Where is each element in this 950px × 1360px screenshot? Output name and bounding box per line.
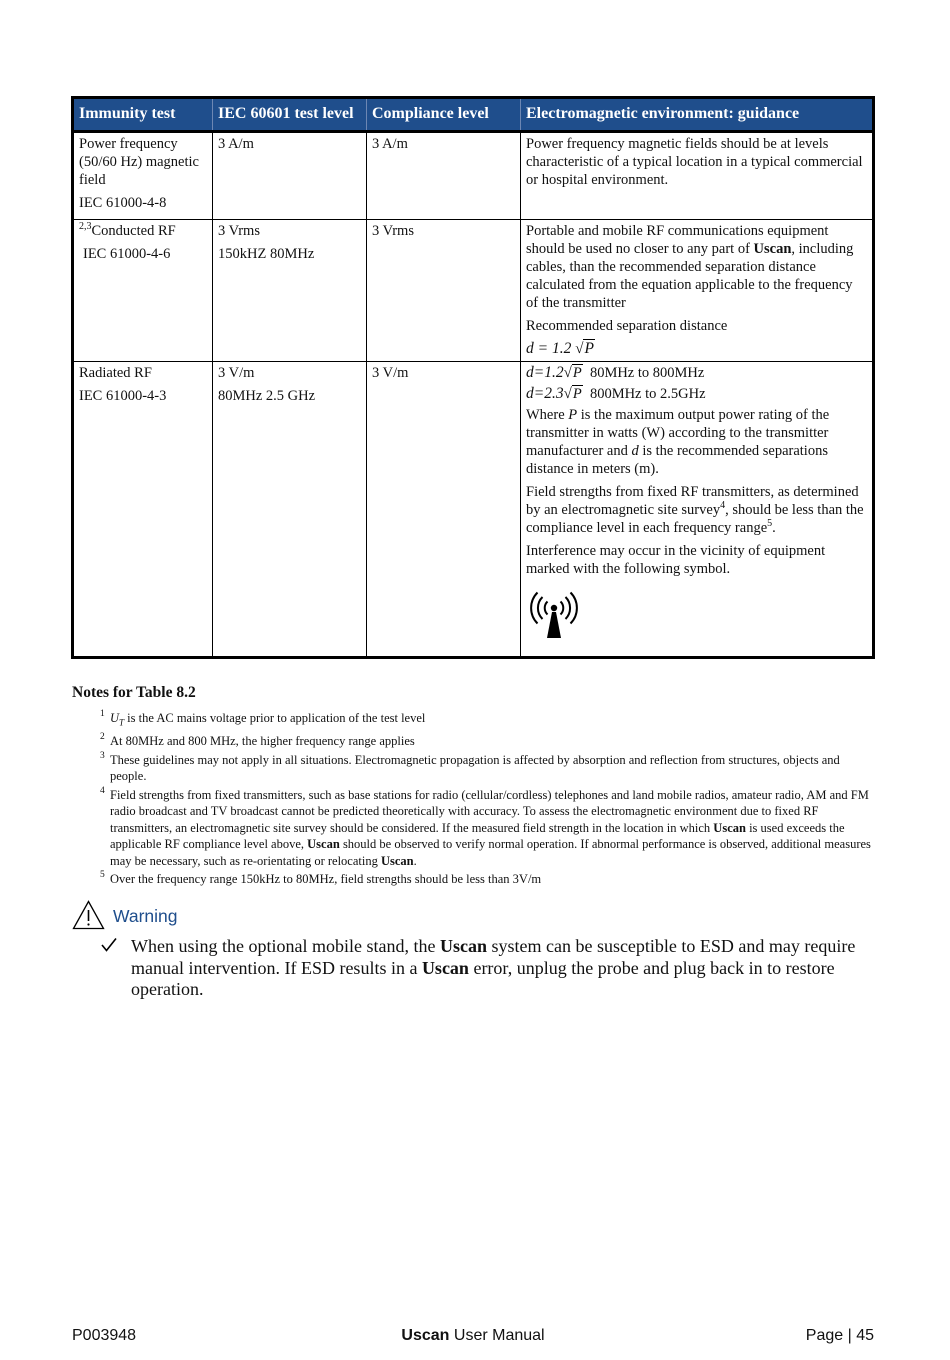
product-name: Uscan bbox=[753, 241, 792, 257]
separation-formula: d = 1.2 √P bbox=[526, 340, 594, 357]
guidance-text: Portable and mobile RF communications equipment should be used no closer to any part of Uscan, including cables, than the recommended separation distance calculated from the equation applicable to the frequency of the transmitter bbox=[526, 223, 854, 311]
note-item: 1 $U_T$ is the AC mains voltage prior to application of the test level bbox=[100, 709, 426, 728]
warning-item bbox=[100, 936, 875, 1001]
table-row bbox=[73, 362, 874, 658]
footnote-ref: 2,3 bbox=[79, 221, 92, 232]
cell-test-level bbox=[213, 220, 367, 362]
note-item: 3 These guidelines may not apply in all situations. Electromagnetic propagation is affected by absorption and reflection from structures, objects and people. bbox=[100, 750, 840, 783]
warning-heading bbox=[72, 900, 178, 930]
page-footer bbox=[72, 1327, 874, 1349]
test-frequency-range: 80MHz 2.5 GHz bbox=[218, 388, 316, 404]
warning-title: Warning bbox=[113, 905, 178, 926]
document-number: P003948 bbox=[72, 1327, 137, 1344]
field-strength-guidance: Field strengths from fixed RF transmitters, as determined by an electromagnetic site survey$^4$, should be less than the compliance level in each frequency range$^5$. bbox=[526, 484, 864, 536]
test-frequency-range: 150kHZ 80MHz bbox=[218, 246, 315, 262]
test-standard: IEC 61000-4-3 bbox=[79, 388, 167, 404]
cell-test-level bbox=[213, 362, 367, 658]
cell-immunity-test bbox=[73, 362, 213, 658]
interference-note: Interference may occur in the vicinity of equipment marked with the following symbol. bbox=[526, 543, 826, 577]
cell-guidance bbox=[521, 220, 874, 362]
cell-guidance bbox=[521, 362, 874, 658]
cell-immunity-test bbox=[73, 132, 213, 220]
compliance-level: 3 V/m bbox=[372, 365, 409, 381]
table-row bbox=[73, 132, 874, 220]
cell-test-level bbox=[213, 132, 367, 220]
cell-guidance bbox=[521, 132, 874, 220]
guidance-subheading: Recommended separation distance bbox=[526, 318, 728, 334]
emc-immunity-table bbox=[71, 96, 875, 659]
non-ionizing-radiation-icon bbox=[526, 590, 582, 642]
test-level: 3 Vrms bbox=[218, 223, 260, 239]
notes-title: Notes for Table 8.2 bbox=[72, 684, 196, 701]
guidance-text: Power frequency magnetic fields should be at levels characteristic of a typical location in a typical commercial or hospital environment. bbox=[526, 136, 863, 188]
header-immunity-test: Immunity test bbox=[73, 98, 213, 132]
test-level: 3 A/m bbox=[218, 136, 254, 152]
test-name: $^{2,3}$Conducted RF bbox=[79, 221, 176, 239]
warning-triangle-icon bbox=[72, 900, 105, 930]
manual-title: Uscan User Manual bbox=[401, 1327, 545, 1344]
test-name: Radiated RF bbox=[79, 365, 152, 381]
compliance-level: 3 A/m bbox=[372, 136, 408, 152]
notes-list bbox=[100, 710, 875, 890]
note-item: 2 At 80MHz and 800 MHz, the higher frequency range applies bbox=[100, 732, 415, 748]
test-name: Power frequency (50/60 Hz) magnetic field bbox=[79, 136, 199, 188]
test-standard: IEC 61000-4-6 bbox=[83, 246, 171, 262]
header-iec-test-level: IEC 60601 test level bbox=[213, 98, 367, 132]
formula-low-band: d=1.2√P 80MHz to 800MHz bbox=[526, 364, 705, 381]
warning-text: When using the optional mobile stand, the Uscan system can be susceptible to ESD and may require manual intervention. If ESD results in a Uscan error, unplug the probe and plug back in to restore operation. bbox=[131, 936, 856, 999]
header-guidance: Electromagnetic environment: guidance bbox=[521, 98, 874, 132]
header-compliance-level: Compliance level bbox=[367, 98, 521, 132]
table-header-row bbox=[73, 98, 874, 132]
checkmark-icon bbox=[100, 936, 120, 960]
table-row bbox=[73, 220, 874, 362]
note-item: 4 Field strengths from fixed transmitters, such as base stations for radio (cellular/cordless) telephones and land mobile radios, amateur radio, AM and FM radio broadcast and TV broadcast cannot be predicted theoretically with accuracy. To assess the electromagnetic environment due to fixed RF transmitters, an electromagnetic site survey should be considered. If the measured field strength in the location in which Uscan is used exceeds the applicable RF compliance level above, Uscan should be observed to verify normal operation. If abnormal performance is observed, additional measures may be necessary, such as re-orientating or relocating Uscan. bbox=[100, 785, 871, 868]
formula-definition: Where P is the maximum output power rating of the transmitter in watts (W) according to the transmitter manufacturer and d is the recommended separations distance in meters (m). bbox=[526, 407, 830, 477]
note-item: 5 Over the frequency range 150kHz to 80MHz, field strengths should be less than 3V/m bbox=[100, 870, 542, 886]
cell-compliance bbox=[367, 220, 521, 362]
test-standard: IEC 61000-4-8 bbox=[79, 195, 167, 211]
test-level: 3 V/m bbox=[218, 365, 255, 381]
page-number: Page | 45 bbox=[805, 1327, 874, 1344]
cell-compliance bbox=[367, 132, 521, 220]
cell-compliance bbox=[367, 362, 521, 658]
compliance-level: 3 Vrms bbox=[372, 223, 414, 239]
formula-high-band: d=2.3√P 800MHz to 2.5GHz bbox=[526, 385, 706, 402]
cell-immunity-test bbox=[73, 220, 213, 362]
